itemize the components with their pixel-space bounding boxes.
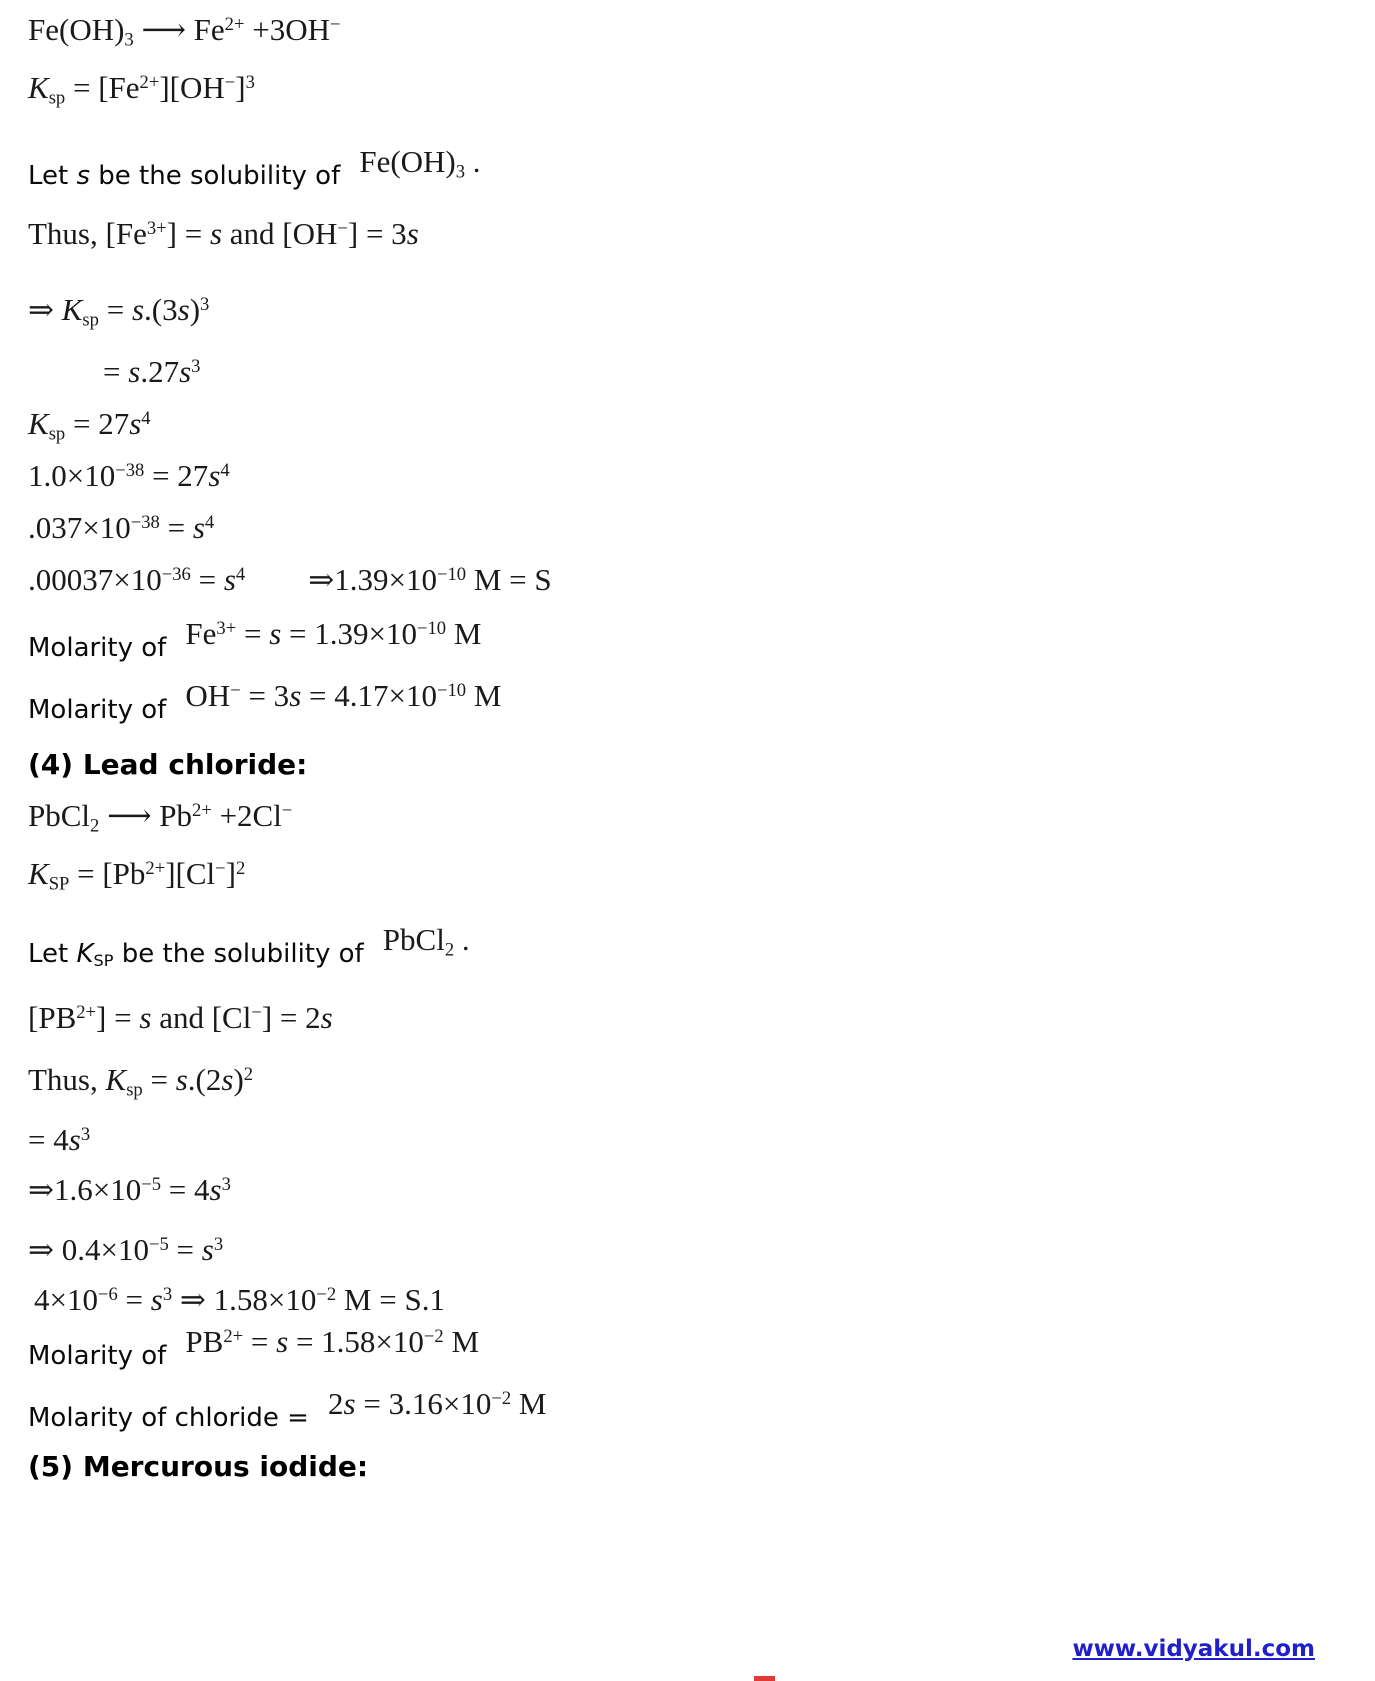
equation-dissociation-feoh3: $Fe(OH)_3$ ⟶ $Fe^{2+} +3OH^-$ [28, 12, 341, 51]
text-line-molarity-fe3 [28, 616, 482, 666]
math-run-oh-molarity: $OH^- = 3s = 4.17\times 10^{-10}$ M [185, 678, 502, 713]
equation-ksp-pbcl2: $K_{SP} = [Pb^{2+}][Cl^-]^2$ [28, 856, 246, 895]
text-line-molarity-pb2 [28, 1324, 480, 1374]
equation-thus-ksp-2s2: Thus, $K_{sp} = s.(2s)^2$ [28, 1062, 254, 1101]
text-run: Molarity of chloride = [28, 1403, 309, 1433]
footer-link[interactable]: www.vidyakul.com [1072, 1636, 1315, 1662]
math-run-139e-10: $\Rightarrow 1.39\times 10^{-10}$ M = S [308, 562, 552, 597]
equation-4e-6-s3-result: $4\times 10^{-6} = s^3$ ⇒ $1.58\times 10^{-2}$ M = S.1 [34, 1282, 445, 1317]
text-run: Let s be the solubility of [28, 161, 341, 191]
equation-04e-5-s3: ⇒ $0.4\times 10^{-5} = s^3$ [28, 1232, 224, 1267]
equation-dissociation-pbcl2: PbCl$_2$ ⟶ $Pb^{2+} +2Cl^-$ [28, 798, 293, 837]
math-run-00037: $.00037\times 10^{-36} = s^4$ [28, 562, 246, 597]
text-run: Let $K_{SP}$ be the solubility of [28, 939, 364, 971]
page-number-marker [754, 1676, 775, 1681]
text-run: Molarity of [28, 633, 167, 663]
equation-1e-38-27s4: $1.0\times 10^{-38} = 27s^4$ [28, 458, 230, 493]
section-heading-mercurous-iodide: (5) Mercurous iodide: [28, 1450, 369, 1483]
equation-thus-fe3-oh: Thus, $[Fe^{3+}] = s$ and [OH−] = 3s [28, 216, 419, 251]
equation-line-s4-result [28, 562, 552, 598]
text-line-molarity-chloride [28, 1386, 547, 1436]
section-heading-lead-chloride: (4) Lead chloride: [28, 748, 308, 781]
math-run-pb2-molarity: $PB^{2+} = s = 1.58\times 10^{-2}$ M [185, 1324, 480, 1359]
equation-ksp-27s4: $K_{sp} = 27s^4$ [28, 406, 151, 445]
text-line-molarity-oh [28, 678, 502, 728]
equation-s-27s3: = $s.27s^3$ [103, 354, 201, 389]
math-run-feoh3: $Fe(OH)_3$ . [359, 144, 481, 183]
equation-ksp-feoh3: $K_{sp} = [Fe^{2+}][OH^-]^3$ [28, 70, 255, 109]
equation-4s3: = $4s^3$ [28, 1122, 91, 1157]
text-line-let-ksp-solubility [28, 922, 470, 972]
math-run-pbcl2: PbCl$_2$ . [382, 922, 470, 961]
equation-037e-38-s4: $.037\times 10^{-38} = s^4$ [28, 510, 215, 545]
equation-pb2-cl-s: $[PB^{2+}] = s$ and [Cl−] = 2s [28, 1000, 333, 1035]
text-run: Molarity of [28, 1341, 167, 1371]
text-run: Molarity of [28, 695, 167, 725]
equation-ksp-s-3s3: ⇒ $K_{sp} = s.(3s)^3$ [28, 292, 210, 331]
math-run-chloride-molarity: $2s = 3.16\times 10^{-2}$ M [328, 1386, 547, 1421]
text-line-let-s-solubility [28, 144, 481, 194]
equation-16e-5-4s3: $\Rightarrow 1.6\times 10^{-5} = 4s^3$ [28, 1172, 231, 1207]
math-run-fe3-molarity: $Fe^{3+} = s = 1.39\times 10^{-10}$ M [185, 616, 482, 651]
